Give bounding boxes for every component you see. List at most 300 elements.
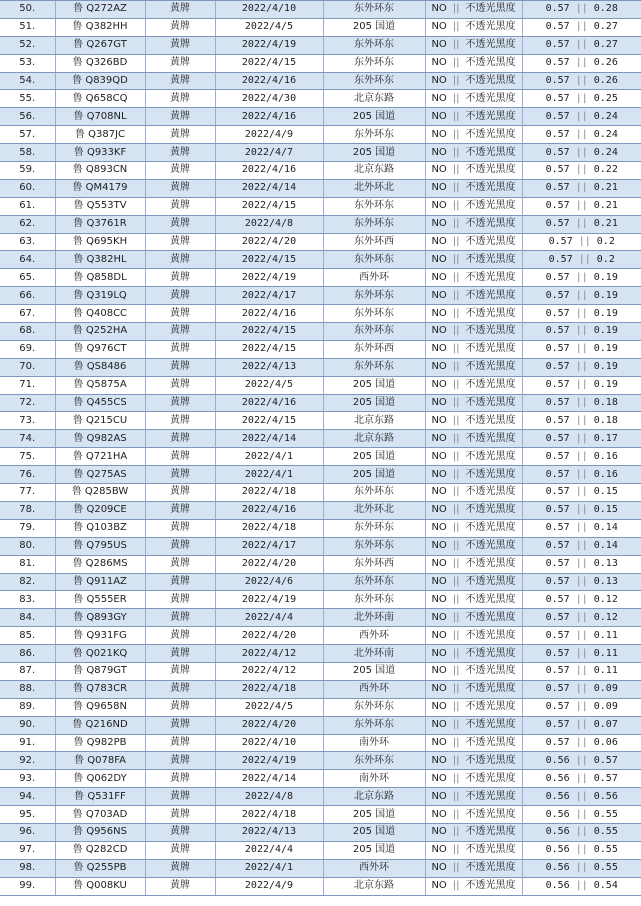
road-cell	[323, 752, 425, 770]
value-1: 0.57	[545, 611, 570, 623]
row-index-cell	[0, 698, 55, 716]
status-result-cell	[425, 340, 522, 358]
plate-color: 黄牌	[170, 575, 190, 587]
plate-color: 黄牌	[170, 880, 190, 892]
row-index: 76.	[19, 468, 36, 480]
plate-number: 鲁 Q387JC	[74, 128, 126, 140]
plate-number-cell	[55, 823, 145, 841]
value-2: 0.17	[593, 432, 618, 444]
values-cell	[522, 877, 641, 895]
plate-number: 鲁 Q553TV	[73, 200, 127, 212]
status-separator: ||	[452, 593, 460, 605]
status-value: NO	[431, 701, 447, 713]
result-type: 不透光黑度	[465, 325, 516, 337]
status-value: NO	[431, 218, 447, 230]
plate-number: 鲁 Q911AZ	[73, 575, 127, 587]
result-type: 不透光黑度	[465, 844, 516, 856]
row-index: 94.	[19, 790, 36, 802]
status-separator: ||	[452, 772, 460, 784]
plate-color-cell	[145, 752, 215, 770]
inspection-date: 2022/4/12	[241, 665, 297, 677]
plate-number: 鲁 Q858DL	[73, 271, 127, 283]
values-cell	[522, 72, 641, 90]
row-index-cell	[0, 323, 55, 341]
status-result-cell	[425, 90, 522, 108]
result-type: 不透光黑度	[465, 21, 516, 33]
row-index-cell	[0, 305, 55, 323]
plate-color-cell	[145, 609, 215, 627]
value-separator: ||	[575, 361, 588, 373]
value-1: 0.57	[545, 39, 570, 51]
inspection-date: 2022/4/7	[244, 146, 294, 158]
road-location: 东外环东	[354, 593, 394, 605]
plate-number-cell	[55, 269, 145, 287]
plate-number: 鲁 QS8486	[73, 361, 127, 373]
plate-color: 黄牌	[170, 218, 190, 230]
value-2: 0.19	[593, 379, 618, 391]
value-separator: ||	[575, 862, 588, 874]
date-cell	[215, 215, 323, 233]
plate-number: 鲁 Q209CE	[73, 504, 127, 516]
plate-number: 鲁 Q982PB	[73, 736, 127, 748]
status-separator: ||	[452, 128, 460, 140]
inspection-date: 2022/4/10	[241, 736, 297, 748]
plate-color-cell	[145, 358, 215, 376]
road-cell	[323, 323, 425, 341]
plate-number-cell	[55, 662, 145, 680]
value-2: 0.11	[593, 629, 618, 641]
value-2: 0.07	[593, 719, 618, 731]
result-type: 不透光黑度	[465, 629, 516, 641]
inspection-date: 2022/4/20	[241, 558, 297, 570]
result-type: 不透光黑度	[465, 110, 516, 122]
value-separator: ||	[575, 593, 588, 605]
plate-color: 黄牌	[170, 826, 190, 838]
plate-color: 黄牌	[170, 75, 190, 86]
date-cell	[215, 501, 323, 519]
date-cell	[215, 162, 323, 180]
status-separator: ||	[452, 182, 460, 194]
status-value: NO	[431, 790, 447, 802]
date-cell	[215, 269, 323, 287]
values-cell	[522, 591, 641, 609]
values-cell	[522, 734, 641, 752]
road-cell	[323, 448, 425, 466]
plate-number: 鲁 Q382HL	[73, 253, 127, 265]
row-index-cell	[0, 859, 55, 877]
result-type: 不透光黑度	[465, 540, 516, 552]
plate-number: 鲁 Q695KH	[72, 236, 128, 248]
plate-number: 鲁 Q703AD	[72, 808, 128, 820]
inspection-date: 2022/4/18	[241, 486, 297, 498]
values-cell	[522, 376, 641, 394]
plate-color: 黄牌	[170, 611, 190, 623]
inspection-date: 2022/4/4	[244, 844, 294, 856]
value-2: 0.27	[593, 21, 618, 33]
status-result-cell	[425, 501, 522, 519]
plate-number-cell	[55, 734, 145, 752]
table-row	[0, 823, 641, 841]
status-separator: ||	[452, 558, 460, 570]
values-cell	[522, 519, 641, 537]
value-1: 0.57	[545, 468, 570, 480]
row-index-cell	[0, 537, 55, 555]
plate-number-cell	[55, 18, 145, 36]
row-index: 84.	[19, 611, 36, 623]
road-cell	[323, 823, 425, 841]
inspection-date: 2022/4/16	[241, 307, 297, 319]
inspection-date: 2022/4/20	[241, 719, 297, 731]
road-cell	[323, 251, 425, 269]
status-separator: ||	[452, 200, 460, 212]
date-cell	[215, 752, 323, 770]
row-index: 74.	[19, 432, 36, 444]
date-cell	[215, 698, 323, 716]
plate-number-cell	[55, 806, 145, 824]
road-cell	[323, 340, 425, 358]
plate-number-cell	[55, 305, 145, 323]
table-row	[0, 680, 641, 698]
plate-color-cell	[145, 716, 215, 734]
road-cell	[323, 1, 425, 19]
value-separator: ||	[575, 575, 588, 587]
value-2: 0.27	[593, 39, 618, 51]
value-1: 0.57	[545, 504, 570, 516]
result-type: 不透光黑度	[465, 236, 516, 248]
plate-color-cell	[145, 72, 215, 90]
value-2: 0.14	[593, 522, 618, 534]
plate-number-cell	[55, 162, 145, 180]
value-2: 0.19	[593, 289, 618, 301]
road-cell	[323, 179, 425, 197]
road-cell	[323, 358, 425, 376]
plate-color: 黄牌	[170, 164, 190, 176]
result-type: 不透光黑度	[465, 880, 516, 892]
result-type: 不透光黑度	[465, 414, 516, 426]
inspection-date: 2022/4/14	[241, 432, 297, 444]
status-result-cell	[425, 770, 522, 788]
road-location: 东外环东	[354, 289, 394, 301]
plate-number-cell	[55, 609, 145, 627]
row-index: 53.	[19, 57, 36, 69]
result-type: 不透光黑度	[465, 182, 516, 194]
status-value: NO	[431, 289, 447, 301]
value-separator: ||	[575, 92, 588, 104]
row-index-cell	[0, 662, 55, 680]
status-value: NO	[431, 3, 447, 15]
value-1: 0.56	[545, 844, 570, 856]
value-separator: ||	[575, 540, 588, 552]
status-separator: ||	[452, 736, 460, 748]
status-result-cell	[425, 859, 522, 877]
status-separator: ||	[452, 271, 460, 283]
table-row	[0, 788, 641, 806]
plate-color-cell	[145, 144, 215, 162]
status-result-cell	[425, 448, 522, 466]
value-separator: ||	[575, 665, 588, 677]
row-index-cell	[0, 788, 55, 806]
values-cell	[522, 215, 641, 233]
row-index-cell	[0, 448, 55, 466]
inspection-date: 2022/4/9	[244, 880, 294, 892]
values-cell	[522, 358, 641, 376]
value-1: 0.57	[545, 701, 570, 713]
value-1: 0.57	[545, 75, 570, 86]
plate-color-cell	[145, 448, 215, 466]
value-2: 0.13	[593, 558, 618, 570]
status-separator: ||	[452, 862, 460, 874]
row-index: 68.	[19, 325, 36, 337]
status-result-cell	[425, 215, 522, 233]
value-2: 0.24	[593, 110, 618, 122]
plate-number: 鲁 Q931FG	[73, 629, 127, 641]
value-separator: ||	[575, 397, 588, 409]
result-type: 不透光黑度	[465, 361, 516, 373]
table-row	[0, 609, 641, 627]
plate-color: 黄牌	[170, 414, 190, 426]
status-separator: ||	[452, 361, 460, 373]
road-location: 205 国道	[352, 146, 396, 158]
result-type: 不透光黑度	[465, 92, 516, 104]
road-cell	[323, 36, 425, 54]
road-location: 西外环	[359, 862, 389, 874]
inspection-date: 2022/4/18	[241, 683, 297, 695]
values-cell	[522, 555, 641, 573]
value-1: 0.57	[545, 146, 570, 158]
value-2: 0.57	[593, 754, 618, 766]
road-location: 北京东路	[354, 790, 394, 802]
table-row	[0, 591, 641, 609]
row-index: 85.	[19, 629, 36, 641]
value-2: 0.56	[593, 790, 618, 802]
status-separator: ||	[452, 218, 460, 230]
road-location: 205 国道	[352, 468, 396, 480]
result-type: 不透光黑度	[465, 701, 516, 713]
result-type: 不透光黑度	[465, 522, 516, 534]
inspection-date: 2022/4/19	[241, 593, 297, 605]
plate-number: 鲁 Q252HA	[72, 325, 128, 337]
date-cell	[215, 627, 323, 645]
road-cell	[323, 591, 425, 609]
date-cell	[215, 823, 323, 841]
row-index-cell	[0, 251, 55, 269]
value-1: 0.57	[548, 236, 573, 248]
road-cell	[323, 18, 425, 36]
value-separator: ||	[575, 343, 588, 355]
row-index: 59.	[19, 164, 36, 176]
row-index-cell	[0, 841, 55, 859]
date-cell	[215, 859, 323, 877]
status-value: NO	[431, 844, 447, 856]
result-type: 不透光黑度	[465, 164, 516, 176]
road-location: 西外环	[359, 683, 389, 695]
result-type: 不透光黑度	[465, 289, 516, 301]
plate-color-cell	[145, 466, 215, 484]
status-value: NO	[431, 862, 447, 874]
inspection-date: 2022/4/19	[241, 754, 297, 766]
plate-color-cell	[145, 215, 215, 233]
plate-number-cell	[55, 788, 145, 806]
status-value: NO	[431, 75, 447, 86]
result-type: 不透光黑度	[465, 665, 516, 677]
plate-number: 鲁 Q658CQ	[72, 92, 128, 104]
road-cell	[323, 877, 425, 895]
status-value: NO	[431, 128, 447, 140]
value-separator: ||	[575, 808, 588, 820]
value-separator: ||	[575, 39, 588, 51]
status-value: NO	[431, 21, 447, 33]
road-location: 东外环东	[354, 307, 394, 319]
date-cell	[215, 54, 323, 72]
table-row	[0, 430, 641, 448]
row-index: 98.	[19, 862, 36, 874]
plate-number: 鲁 Q062DY	[73, 772, 127, 784]
road-location: 东外环东	[354, 200, 394, 212]
row-index-cell	[0, 752, 55, 770]
row-index-cell	[0, 358, 55, 376]
plate-color: 黄牌	[170, 236, 190, 248]
row-index: 81.	[19, 558, 36, 570]
plate-number: 鲁 Q078FA	[74, 754, 126, 766]
date-cell	[215, 287, 323, 305]
plate-color-cell	[145, 1, 215, 19]
plate-number: 鲁 Q382HH	[72, 21, 128, 33]
status-separator: ||	[452, 236, 460, 248]
table-row	[0, 233, 641, 251]
result-type: 不透光黑度	[465, 826, 516, 838]
plate-number-cell	[55, 537, 145, 555]
row-index: 61.	[19, 200, 36, 212]
table-row	[0, 269, 641, 287]
status-value: NO	[431, 486, 447, 498]
status-value: NO	[431, 575, 447, 587]
table-row	[0, 877, 641, 895]
plate-color-cell	[145, 340, 215, 358]
row-index: 54.	[19, 75, 36, 86]
plate-number-cell	[55, 323, 145, 341]
date-cell	[215, 376, 323, 394]
row-index-cell	[0, 197, 55, 215]
status-separator: ||	[452, 75, 460, 86]
value-2: 0.21	[593, 182, 618, 194]
value-separator: ||	[575, 128, 588, 140]
road-cell	[323, 233, 425, 251]
result-type: 不透光黑度	[465, 39, 516, 51]
plate-number: 鲁 Q982AS	[73, 432, 127, 444]
row-index: 90.	[19, 719, 36, 731]
road-location: 北外环北	[354, 182, 394, 194]
value-1: 0.57	[545, 92, 570, 104]
plate-color-cell	[145, 18, 215, 36]
table-row	[0, 412, 641, 430]
value-1: 0.56	[545, 754, 570, 766]
plate-number-cell	[55, 716, 145, 734]
status-separator: ||	[452, 110, 460, 122]
plate-color-cell	[145, 305, 215, 323]
plate-number-cell	[55, 376, 145, 394]
value-1: 0.57	[545, 343, 570, 355]
plate-color: 黄牌	[170, 325, 190, 337]
road-cell	[323, 788, 425, 806]
inspection-date: 2022/4/19	[241, 271, 297, 283]
row-index: 96.	[19, 826, 36, 838]
plate-color: 黄牌	[170, 754, 190, 766]
table-row	[0, 752, 641, 770]
value-separator: ||	[575, 75, 588, 86]
date-cell	[215, 537, 323, 555]
plate-color-cell	[145, 287, 215, 305]
value-separator: ||	[575, 790, 588, 802]
table-row	[0, 36, 641, 54]
date-cell	[215, 72, 323, 90]
result-type: 不透光黑度	[465, 808, 516, 820]
row-index-cell	[0, 394, 55, 412]
table-row	[0, 627, 641, 645]
plate-number-cell	[55, 340, 145, 358]
status-result-cell	[425, 72, 522, 90]
value-2: 0.2	[596, 253, 615, 265]
row-index: 89.	[19, 701, 36, 713]
value-separator: ||	[575, 182, 588, 194]
road-location: 东外环东	[354, 57, 394, 69]
date-cell	[215, 430, 323, 448]
status-value: NO	[431, 432, 447, 444]
row-index: 92.	[19, 754, 36, 766]
status-value: NO	[431, 361, 447, 373]
result-type: 不透光黑度	[465, 57, 516, 69]
plate-color: 黄牌	[170, 253, 190, 265]
value-1: 0.57	[545, 110, 570, 122]
row-index: 63.	[19, 236, 36, 248]
value-2: 0.19	[593, 307, 618, 319]
value-2: 0.09	[593, 683, 618, 695]
road-location: 东外环西	[354, 343, 394, 355]
status-value: NO	[431, 236, 447, 248]
row-index-cell	[0, 430, 55, 448]
road-location: 205 国道	[352, 665, 396, 677]
road-location: 北京东路	[354, 880, 394, 892]
plate-color: 黄牌	[170, 307, 190, 319]
value-1: 0.57	[545, 647, 570, 659]
result-type: 不透光黑度	[465, 754, 516, 766]
result-type: 不透光黑度	[465, 379, 516, 391]
plate-number-cell	[55, 770, 145, 788]
date-cell	[215, 340, 323, 358]
row-index: 72.	[19, 397, 36, 409]
inspection-date: 2022/4/16	[241, 504, 297, 516]
inspection-date: 2022/4/14	[241, 182, 297, 194]
status-result-cell	[425, 376, 522, 394]
plate-color-cell	[145, 859, 215, 877]
plate-number: 鲁 Q215CU	[72, 414, 128, 426]
row-index: 75.	[19, 450, 36, 462]
status-separator: ||	[452, 414, 460, 426]
status-value: NO	[431, 736, 447, 748]
road-cell	[323, 555, 425, 573]
plate-number-cell	[55, 573, 145, 591]
table-row	[0, 1, 641, 19]
status-separator: ||	[452, 665, 460, 677]
road-cell	[323, 484, 425, 502]
values-cell	[522, 752, 641, 770]
date-cell	[215, 555, 323, 573]
status-result-cell	[425, 806, 522, 824]
row-index-cell	[0, 269, 55, 287]
status-value: NO	[431, 57, 447, 69]
row-index: 99.	[19, 880, 36, 892]
table-row	[0, 358, 641, 376]
values-cell	[522, 770, 641, 788]
